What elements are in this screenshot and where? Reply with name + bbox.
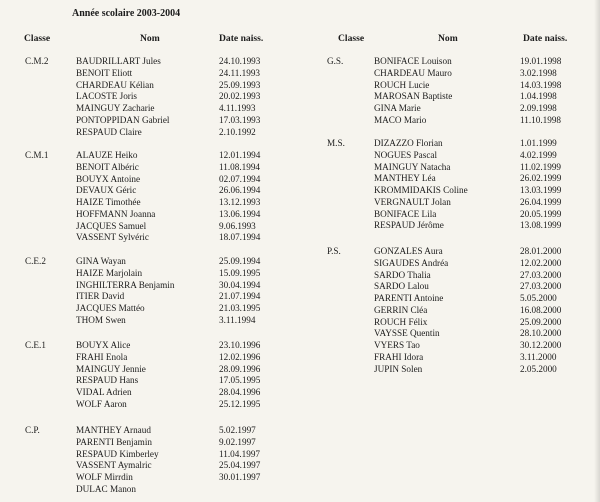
student-name: PARENTI Benjamin bbox=[76, 436, 152, 447]
student-row bbox=[0, 484, 300, 496]
student-name: LACOSTE Joris bbox=[76, 91, 137, 102]
birth-date: 11.02.1999 bbox=[520, 161, 562, 172]
student-name: SARDO Thalia bbox=[374, 269, 431, 280]
student-row bbox=[300, 197, 600, 209]
student-row bbox=[300, 80, 600, 92]
student-name: ITIER David bbox=[76, 291, 125, 302]
birth-date: 28.09.1996 bbox=[219, 363, 261, 374]
class-name: P.S. bbox=[327, 246, 341, 256]
student-row bbox=[0, 352, 300, 364]
birth-date: 21.07.1994 bbox=[219, 291, 261, 302]
birth-date: 12.01.1994 bbox=[219, 150, 261, 160]
page-fold-shadow bbox=[594, 0, 600, 502]
student-row bbox=[300, 328, 600, 340]
right-column bbox=[300, 33, 600, 374]
birth-date: 24.10.1993 bbox=[219, 56, 261, 66]
class-group bbox=[0, 150, 300, 244]
birth-date: 19.01.1998 bbox=[520, 56, 562, 66]
class-group bbox=[300, 56, 600, 127]
column-headers bbox=[0, 33, 300, 45]
header-classe: Classe bbox=[338, 33, 365, 44]
student-row bbox=[0, 115, 300, 127]
student-row bbox=[0, 291, 300, 303]
student-name: BONIFACE Lila bbox=[374, 208, 437, 219]
birth-date: 2.05.2000 bbox=[520, 363, 557, 374]
birth-date: 17.05.1995 bbox=[219, 375, 261, 386]
student-name: RESPAUD Kimberley bbox=[76, 448, 159, 459]
birth-date: 13.06.1994 bbox=[219, 208, 261, 219]
birth-date: 26.06.1994 bbox=[219, 185, 261, 196]
student-name: MACO Mario bbox=[374, 114, 427, 125]
birth-date: 23.10.1996 bbox=[219, 340, 261, 350]
student-row bbox=[0, 185, 300, 197]
student-row bbox=[300, 305, 600, 317]
class-name: C.M.1 bbox=[25, 150, 49, 160]
student-name: DULAC Manon bbox=[76, 483, 136, 494]
birth-date: 1.04.1998 bbox=[520, 91, 557, 102]
birth-date: 26.02.1999 bbox=[520, 173, 562, 184]
student-name: GERRIN Cléa bbox=[374, 304, 428, 315]
birth-date: 25.12.1995 bbox=[219, 398, 261, 409]
birth-date: 11.08.1994 bbox=[219, 161, 261, 172]
document-title: Année scolaire 2003-2004 bbox=[72, 8, 181, 19]
birth-date: 12.02.2000 bbox=[520, 257, 562, 268]
student-name: MAINGUY Jennie bbox=[76, 363, 146, 374]
student-row bbox=[300, 317, 600, 329]
student-name: ROUCH Lucie bbox=[374, 79, 430, 90]
birth-date: 13.08.1999 bbox=[520, 220, 562, 231]
student-name: JACQUES Mattéo bbox=[76, 303, 145, 313]
student-row bbox=[0, 91, 300, 103]
student-name: BAUDRILLART Jules bbox=[76, 56, 161, 66]
student-name: DEVAUX Géric bbox=[76, 185, 137, 196]
header-nom: Nom bbox=[140, 33, 160, 44]
student-name: BONIFACE Louison bbox=[374, 56, 452, 66]
birth-date: 25.09.2000 bbox=[520, 316, 562, 327]
birth-date: 4.02.1999 bbox=[520, 149, 557, 160]
birth-date: 27.03.2000 bbox=[520, 269, 562, 280]
birth-date: 18.07.1994 bbox=[219, 232, 261, 243]
student-name: CHARDEAU Kélian bbox=[76, 79, 154, 90]
student-row bbox=[0, 437, 300, 449]
birth-date: 28.01.2000 bbox=[520, 246, 562, 256]
birth-date: 9.06.1993 bbox=[219, 220, 256, 231]
header-date: Date naiss. bbox=[219, 33, 264, 44]
student-row bbox=[300, 150, 600, 162]
student-name: MAINGUY Natacha bbox=[374, 161, 451, 172]
student-row bbox=[0, 425, 300, 437]
student-row bbox=[0, 150, 300, 162]
class-name: M.S. bbox=[327, 138, 345, 148]
student-name: NOGUES Pascal bbox=[374, 149, 438, 160]
header-date: Date naiss. bbox=[523, 33, 568, 44]
student-name: RESPAUD Claire bbox=[76, 126, 142, 137]
student-name: VASSENT Aymalric bbox=[76, 460, 152, 471]
birth-date: 5.05.2000 bbox=[520, 293, 557, 303]
student-row bbox=[300, 173, 600, 185]
student-name: KROMMIDAKIS Coline bbox=[374, 185, 468, 195]
student-row bbox=[300, 246, 600, 258]
student-name: VYERS Tao bbox=[374, 340, 420, 350]
birth-date: 13.03.1999 bbox=[520, 185, 562, 195]
student-row bbox=[300, 162, 600, 174]
student-row bbox=[0, 209, 300, 221]
student-name: FRAHI Idora bbox=[374, 351, 424, 362]
student-name: ROUCH Félix bbox=[374, 316, 428, 327]
student-row bbox=[300, 270, 600, 282]
student-name: GINA Marie bbox=[374, 103, 421, 113]
birth-date: 1.01.1999 bbox=[520, 138, 557, 148]
student-row bbox=[0, 375, 300, 387]
student-name: WOLF Mirrdin bbox=[76, 472, 133, 482]
student-row bbox=[300, 352, 600, 364]
student-row bbox=[0, 80, 300, 92]
student-row bbox=[0, 387, 300, 399]
birth-date: 3.02.1998 bbox=[520, 67, 557, 78]
student-row bbox=[0, 56, 300, 68]
student-row bbox=[0, 221, 300, 233]
birth-date: 30.01.1997 bbox=[219, 472, 261, 482]
student-name: PARENTI Antoine bbox=[374, 293, 444, 303]
student-name: DIZAZZO Florian bbox=[374, 138, 443, 148]
student-row bbox=[300, 258, 600, 270]
birth-date: 13.12.1993 bbox=[219, 197, 261, 207]
student-row bbox=[300, 220, 600, 232]
header-classe: Classe bbox=[24, 33, 51, 44]
student-name: GINA Wayan bbox=[76, 256, 126, 266]
birth-date: 20.05.1999 bbox=[520, 208, 562, 219]
birth-date: 15.09.1995 bbox=[219, 267, 261, 278]
student-name: VERGNAULT Jolan bbox=[374, 196, 451, 207]
column-headers bbox=[300, 33, 600, 45]
birth-date: 4.11.1993 bbox=[219, 103, 256, 113]
class-name: C.M.2 bbox=[25, 56, 49, 66]
student-row bbox=[300, 185, 600, 197]
student-row bbox=[0, 399, 300, 411]
student-name: RESPAUD Jérôme bbox=[374, 220, 444, 231]
birth-date: 16.08.2000 bbox=[520, 304, 562, 315]
birth-date: 30.04.1994 bbox=[219, 279, 261, 290]
class-name: G.S. bbox=[327, 56, 344, 66]
student-row bbox=[0, 127, 300, 139]
birth-date: 30.12.2000 bbox=[520, 340, 562, 350]
student-row bbox=[300, 138, 600, 150]
student-row bbox=[0, 460, 300, 472]
header-nom: Nom bbox=[438, 33, 458, 44]
student-name: SARDO Lalou bbox=[374, 281, 429, 292]
student-row bbox=[300, 68, 600, 80]
student-name: RESPAUD Hans bbox=[76, 375, 139, 386]
student-name: FRAHI Enola bbox=[76, 351, 128, 362]
birth-date: 26.04.1999 bbox=[520, 196, 562, 207]
student-row bbox=[0, 174, 300, 186]
student-name: CHARDEAU Mauro bbox=[374, 67, 452, 78]
class-group bbox=[0, 56, 300, 138]
student-row bbox=[300, 56, 600, 68]
student-name: WOLF Aaron bbox=[76, 398, 127, 409]
birth-date: 5.02.1997 bbox=[219, 425, 256, 435]
birth-date: 2.10.1992 bbox=[219, 126, 256, 137]
birth-date: 2.09.1998 bbox=[520, 103, 557, 113]
student-row bbox=[300, 209, 600, 221]
student-name: THOM Swen bbox=[76, 314, 126, 325]
birth-date: 3.11.1994 bbox=[219, 314, 256, 325]
student-row bbox=[0, 315, 300, 327]
class-group bbox=[0, 256, 300, 327]
student-row bbox=[300, 281, 600, 293]
student-name: BOUYX Antoine bbox=[76, 173, 141, 184]
student-row bbox=[0, 256, 300, 268]
student-row bbox=[0, 280, 300, 292]
class-group bbox=[0, 425, 300, 496]
student-row bbox=[0, 472, 300, 484]
student-name: PONTOPPIDAN Gabriel bbox=[76, 114, 170, 125]
student-name: HAIZE Timothée bbox=[76, 197, 141, 207]
student-row bbox=[300, 91, 600, 103]
student-row bbox=[0, 162, 300, 174]
class-name: C.E.1 bbox=[25, 340, 46, 350]
class-group bbox=[300, 138, 600, 232]
student-name: SIGAUDES Andréa bbox=[374, 257, 449, 268]
class-name: C.P. bbox=[25, 425, 40, 435]
student-row bbox=[0, 232, 300, 244]
student-name: VASSENT Sylvéric bbox=[76, 232, 149, 243]
birth-date: 25.09.1994 bbox=[219, 256, 261, 266]
student-row bbox=[300, 293, 600, 305]
birth-date: 27.03.2000 bbox=[520, 281, 562, 292]
class-name: C.E.2 bbox=[25, 256, 46, 266]
birth-date: 11.10.1998 bbox=[520, 114, 562, 125]
student-name: VAYSSE Quentin bbox=[374, 328, 440, 339]
student-row bbox=[0, 303, 300, 315]
student-name: HOFFMANN Joanna bbox=[76, 208, 156, 219]
student-row bbox=[0, 340, 300, 352]
student-row bbox=[300, 115, 600, 127]
student-name: HAIZE Marjolain bbox=[76, 267, 143, 278]
student-row bbox=[300, 340, 600, 352]
student-row bbox=[0, 103, 300, 115]
birth-date: 02.07.1994 bbox=[219, 173, 261, 184]
birth-date: 12.02.1996 bbox=[219, 351, 261, 362]
birth-date: 28.10.2000 bbox=[520, 328, 562, 339]
student-name: MAROSAN Baptiste bbox=[374, 91, 453, 102]
student-row bbox=[0, 68, 300, 80]
student-row bbox=[0, 364, 300, 376]
student-name: INGHILTERRA Benjamin bbox=[76, 279, 175, 290]
birth-date: 25.04.1997 bbox=[219, 460, 261, 471]
class-group bbox=[0, 340, 300, 411]
student-name: MANTHEY Arnaud bbox=[76, 425, 151, 435]
student-name: BENOIT Eliott bbox=[76, 67, 133, 78]
birth-date: 14.03.1998 bbox=[520, 79, 562, 90]
student-name: MANTHEY Léa bbox=[374, 173, 436, 184]
birth-date: 24.11.1993 bbox=[219, 67, 261, 78]
student-name: GONZALES Aura bbox=[374, 246, 443, 256]
birth-date: 28.04.1996 bbox=[219, 387, 261, 397]
student-row bbox=[0, 197, 300, 209]
student-name: BOUYX Alice bbox=[76, 340, 131, 350]
student-name: ALAUZE Heiko bbox=[76, 150, 138, 160]
birth-date: 3.11.2000 bbox=[520, 351, 557, 362]
student-name: JUPIN Solen bbox=[374, 363, 423, 374]
student-name: BENOIT Albéric bbox=[76, 161, 139, 172]
left-column bbox=[0, 33, 300, 494]
birth-date: 9.02.1997 bbox=[219, 436, 256, 447]
student-name: JACQUES Samuel bbox=[76, 220, 147, 231]
student-row bbox=[300, 364, 600, 376]
student-row bbox=[0, 449, 300, 461]
birth-date: 17.03.1993 bbox=[219, 114, 261, 125]
student-name: VIDAL Adrien bbox=[76, 387, 132, 397]
class-group bbox=[300, 246, 600, 375]
student-row bbox=[0, 268, 300, 280]
birth-date: 21.03.1995 bbox=[219, 303, 261, 313]
birth-date: 25.09.1993 bbox=[219, 79, 261, 90]
student-row bbox=[300, 103, 600, 115]
student-name: MAINGUY Zacharie bbox=[76, 103, 155, 113]
birth-date: 20.02.1993 bbox=[219, 91, 261, 102]
birth-date: 11.04.1997 bbox=[219, 448, 261, 459]
